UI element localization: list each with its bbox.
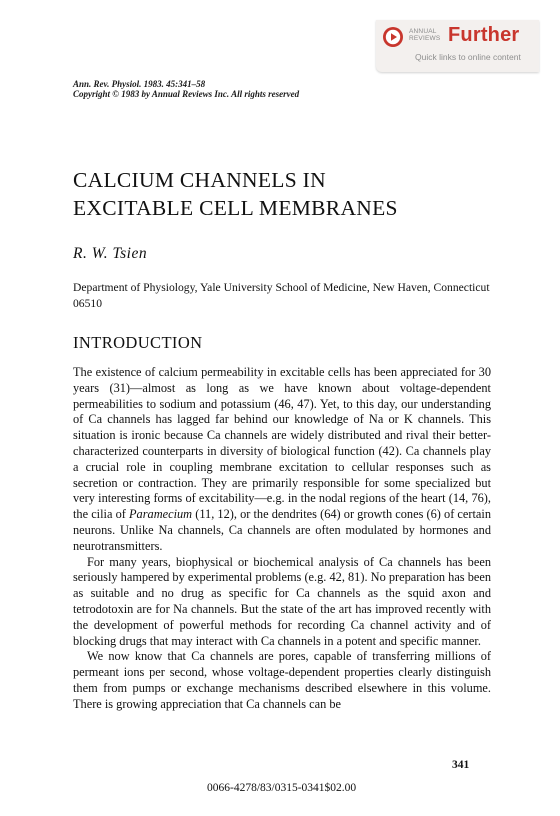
author-affiliation: Department of Physiology, Yale University School of Medicine, New Haven, Connecticut 06510: [73, 281, 490, 310]
title-line-2: EXCITABLE CELL MEMBRANES: [73, 196, 398, 220]
paragraph-2: For many years, biophysical or biochemical analysis of Ca channels has been seriously hampered by experimental problems (e.g. 42, 81). No preparation has been as suitable and no drug as specific for Ca channels as the squid axon and tetrodotoxin are for Na channels. But the state of the art has improved recently with the development of powerful methods for recording Ca channel activity and of blocking drugs that may interact with Ca channels in a potent and specific manner.: [73, 554, 491, 648]
author-name: R. W. Tsien: [73, 245, 148, 262]
paragraph-1-italic-term: Paramecium: [129, 507, 193, 522]
copyright-line: Copyright © 1983 by Annual Reviews Inc. All rights reserved: [73, 89, 300, 99]
page-number: 341: [452, 759, 470, 771]
brand-line-1: ANNUAL: [409, 28, 437, 35]
article-title: [73, 166, 398, 222]
paragraph-3: We now know that Ca channels are pores, capable of transferring millions of permeant ions per second, whose voltage-dependent properties clearly distinguish them from pumps or exchange mechanisms described elsewhere in this volume. There is growing appreciation that Ca channels can be: [73, 649, 491, 711]
further-subtitle: Quick links to online content: [415, 52, 521, 62]
paragraph-1: [73, 365, 491, 555]
section-heading: INTRODUCTION: [73, 333, 203, 352]
paragraph-1-text-b: (11, 12), or the dendrites (64) or growth cones (6) of certain neurons. Unlike Na channels, Ca channels are often modulated by hormones and neurotransmitters.: [73, 507, 492, 553]
price-code: 0066-4278/83/0315-0341$02.00: [207, 782, 357, 794]
journal-citation: Ann. Rev. Physiol. 1983. 45:341–58: [73, 79, 206, 89]
paragraph-1-text-a: The existence of calcium permeability in excitable cells has been appreciated for 30 years (31)—almost as long as we have known about voltage-dependent permeabilities to sodium and potassium (46, 47). Yet, to this day, our understanding of Ca channels has lagged far behind our knowledge of Na or K channels. This situation is ironic because Ca channels are widely distributed and rival their better-characterized counterparts in diversity of biological function (42). Ca channels play a crucial role in coupling membrane excitation to cellular responses such as secretion or contraction. They are primarily responsible for some specialized but very interesting forms of excitability—e.g. in the nodal regions of the heart (14, 76), the cilia of: [73, 365, 491, 522]
title-line-1: CALCIUM CHANNELS IN: [73, 168, 326, 192]
further-wordmark: Further: [448, 24, 520, 46]
further-badge[interactable]: [376, 20, 539, 72]
play-circle-icon: [382, 26, 404, 48]
body-text: [73, 365, 491, 713]
brand-line-2: REVIEWS: [409, 35, 441, 42]
annual-reviews-logo-text: [409, 28, 440, 42]
journal-citation-block: [73, 79, 299, 99]
